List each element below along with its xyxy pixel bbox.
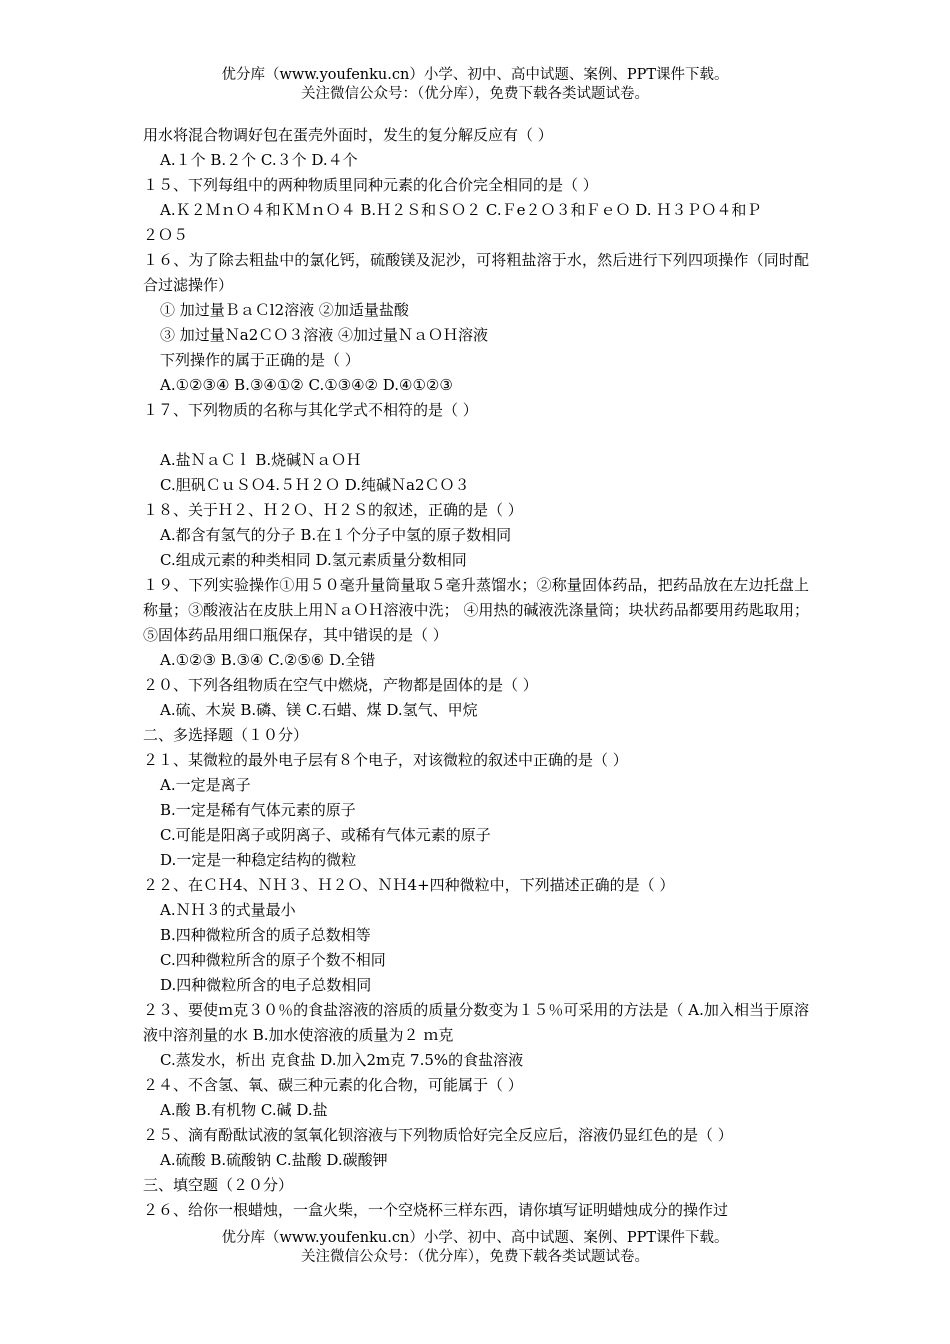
option-line: A.酸 B.有机物 C.碱 D.盐 bbox=[160, 1101, 328, 1119]
header-line-1: 优分库（www.youfenku.cn）小学、初中、高中试题、案例、PPT课件下载。 bbox=[221, 67, 729, 83]
option-line: A.①②③④ B.③④①② C.①③④② D.④①②③ bbox=[160, 376, 453, 394]
option-line: A.１个 B.２个 C.３个 D.４个 bbox=[160, 151, 358, 169]
question-17: １７、下列物质的名称与其化学式不相符的是（ ） bbox=[143, 401, 478, 419]
question-26: ２６、给你一根蜡烛，一盒火柴，一个空烧杯三样东西，请你填写证明蜡烛成分的操作过 bbox=[143, 1201, 729, 1219]
text-line: 下列操作的属于正确的是（ ） bbox=[160, 351, 360, 369]
section-heading: 二、多选择题（１０分） bbox=[143, 726, 309, 744]
question-24: ２４、不含氢、氧、碳三种元素的化合物，可能属于（ ） bbox=[143, 1076, 523, 1094]
section-heading: 三、填空题（２０分） bbox=[143, 1176, 294, 1194]
text-line: 用水将混合物调好包在蛋壳外面时，发生的复分解反应有（ ） bbox=[143, 126, 553, 144]
option-line: A.都含有氢气的分子 B.在１个分子中氢的原子数相同 bbox=[160, 526, 512, 544]
blank-line bbox=[143, 423, 809, 448]
option-line-continued: ２Ｏ５ bbox=[143, 226, 189, 244]
question-23: ２３、要使ｍ克３０％的食盐溶液的溶质的质量分数变为１５％可采用的方法是（ A.加入相当于原溶液中溶剂量的水 B.加水使溶液的质量为２ ｍ克 bbox=[143, 1001, 809, 1044]
page-header bbox=[0, 66, 950, 104]
page-footer bbox=[0, 1229, 950, 1267]
footer-line-1: 优分库（www.youfenku.cn）小学、初中、高中试题、案例、PPT课件下载。 bbox=[221, 1230, 729, 1246]
question-22: ２２、在ＣＨ4、ＮＨ３、Ｈ２Ｏ、ＮＨ4+四种微粒中，下列描述正确的是（ ） bbox=[143, 876, 675, 894]
option-line: C.蒸发水，析出 克食盐 D.加入2m克 7.5%的食盐溶液 bbox=[160, 1051, 524, 1069]
option-line: D.一定是一种稳定结构的微粒 bbox=[160, 851, 357, 869]
option-line: C.四种微粒所含的原子个数不相同 bbox=[160, 951, 386, 969]
question-18: １８、关于Ｈ２、Ｈ２Ｏ、Ｈ２Ｓ的叙述，正确的是（ ） bbox=[143, 501, 523, 519]
header-line-2: 关注微信公众号：（优分库），免费下载各类试题试卷。 bbox=[301, 86, 649, 102]
option-line: C.可能是阳离子或阴离子、或稀有气体元素的原子 bbox=[160, 826, 491, 844]
footer-line-2: 关注微信公众号：（优分库），免费下载各类试题试卷。 bbox=[301, 1249, 649, 1265]
question-16: １６、为了除去粗盐中的氯化钙，硫酸镁及泥沙，可将粗盐溶于水，然后进行下列四项操作（同时配合过滤操作） bbox=[143, 251, 809, 294]
document-body bbox=[143, 123, 809, 1223]
question-25: ２５、滴有酚酞试液的氢氧化钡溶液与下列物质恰好完全反应后，溶液仍显红色的是（ ） bbox=[143, 1126, 733, 1144]
question-21: ２１、某微粒的最外电子层有８个电子，对该微粒的叙述中正确的是（ ） bbox=[143, 751, 628, 769]
question-20: ２０、下列各组物质在空气中燃烧，产物都是固体的是（ ） bbox=[143, 676, 538, 694]
option-line: C.组成元素的种类相同 D.氢元素质量分数相同 bbox=[160, 551, 467, 569]
question-15: １５、下列每组中的两种物质里同种元素的化合价完全相同的是（ ） bbox=[143, 176, 598, 194]
option-line: C.胆矾ＣｕＳＯ4.５Ｈ２Ｏ D.纯碱Ｎa2ＣＯ３ bbox=[160, 476, 470, 494]
option-line: A.ＮＨ３的式量最小 bbox=[160, 901, 296, 919]
step-line: ① 加过量ＢａＣl2溶液 ②加适量盐酸 bbox=[160, 301, 409, 319]
option-line: B.一定是稀有气体元素的原子 bbox=[160, 801, 356, 819]
option-line: B.四种微粒所含的质子总数相等 bbox=[160, 926, 371, 944]
option-line: D.四种微粒所含的电子总数相同 bbox=[160, 976, 372, 994]
question-19: １９、下列实验操作①用５０毫升量筒量取５毫升蒸馏水；②称量固体药品，把药品放在左边托盘上称量；③酸液沾在皮肤上用ＮａＯＨ溶液中洗； ④用热的碱液洗涤量筒；块状药品都要用药匙取用；⑤固体药品用细口瓶保存，其中错误的是（ ） bbox=[143, 576, 809, 644]
option-line: A.硫、木炭 B.磷、镁 C.石蜡、煤 D.氢气、甲烷 bbox=[160, 701, 478, 719]
step-line: ③ 加过量Ｎa2ＣＯ３溶液 ④加过量ＮａＯＨ溶液 bbox=[160, 326, 489, 344]
option-line: A.盐ＮａＣｌ B.烧碱ＮａＯＨ bbox=[160, 451, 362, 469]
option-line: A.①②③ B.③④ C.②⑤⑥ D.全错 bbox=[160, 651, 376, 669]
option-line: A.一定是离子 bbox=[160, 776, 251, 794]
option-line: A.硫酸 B.硫酸钠 C.盐酸 D.碳酸钾 bbox=[160, 1151, 388, 1169]
option-line: A.Ｋ２ＭｎＯ４和ＫＭｎＯ４ B.Ｈ２Ｓ和ＳＯ２ C.Ｆe２Ｏ３和ＦｅＯ D. Ｈ３ＰＯ４和Ｐ bbox=[160, 201, 762, 219]
